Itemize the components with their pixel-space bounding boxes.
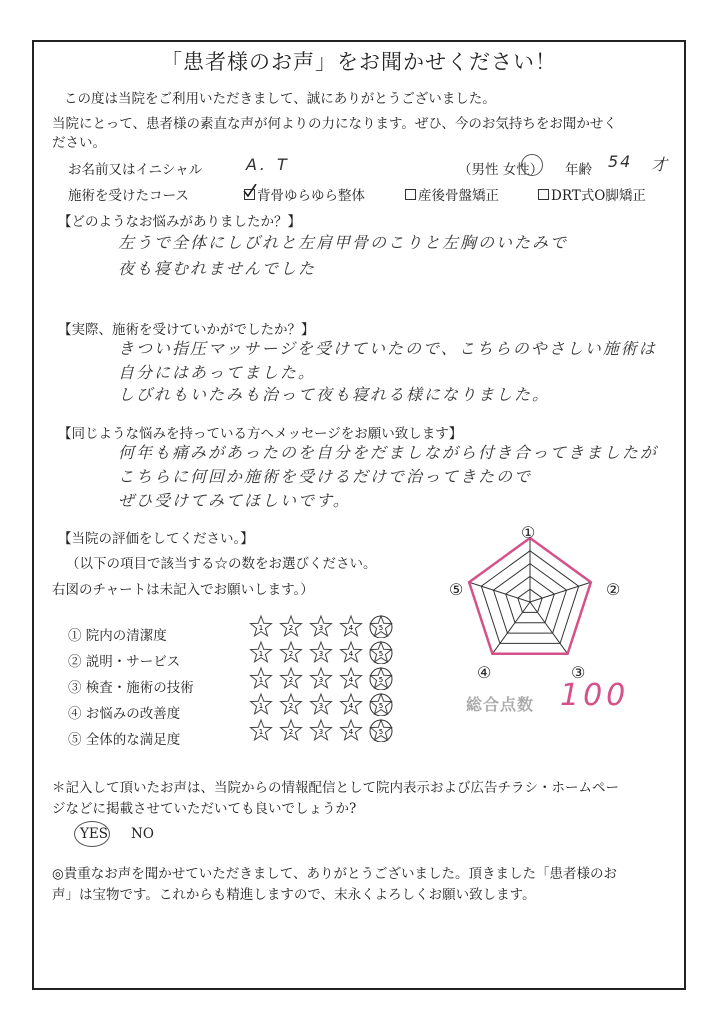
answer-3-line-3[interactable]: ぜひ受けてみてほしいです。 (118, 491, 351, 510)
svg-text:3: 3 (318, 650, 324, 658)
svg-text:3: 3 (318, 728, 324, 736)
course-option-label: 背骨ゆらゆら整体 (257, 188, 365, 204)
star-5-1[interactable] (248, 718, 274, 742)
star-1-3[interactable] (308, 614, 334, 638)
gender-selected-mark (521, 154, 543, 176)
name-value[interactable]: A．T (246, 155, 289, 174)
eval-item-2: ② 説明・サービス (68, 654, 181, 670)
course-checkbox[interactable] (405, 189, 416, 200)
consent-selected-mark (74, 821, 110, 847)
evaluation-note-2: 右図のチャートは未記入でお願いします。） (52, 582, 314, 598)
score-label: 総合点数 (466, 695, 535, 714)
star-4-4[interactable] (338, 692, 364, 716)
intro-line-2a: 当院にとって、患者様の素直な声が何よりの力になります。ぜひ、今のお気持ちをお聞かせく (52, 116, 617, 132)
answer-1-line-1[interactable]: 左うで全体にしびれと左肩甲骨のこりと左胸のいたみで (118, 233, 569, 252)
answer-2-line-2[interactable]: 自分にはあってました。 (118, 363, 316, 382)
closing-line-1: ◎貴重なお声を聞かせていただきまして、ありがとうございました。頂きました「患者様のお (52, 866, 618, 882)
svg-text:5: 5 (378, 676, 384, 684)
star-1-4[interactable] (338, 614, 364, 638)
star-3-5[interactable] (368, 666, 394, 690)
age-value[interactable]: 54 (608, 152, 633, 171)
svg-text:2: 2 (288, 702, 294, 710)
form-title: 「患者様のお声」をお聞かせください！ (161, 50, 557, 74)
star-1-2[interactable] (278, 614, 304, 638)
svg-text:3: 3 (318, 702, 324, 710)
course-option-sango[interactable] (405, 184, 499, 204)
star-5-3[interactable] (308, 718, 334, 742)
form-frame (32, 40, 686, 990)
evaluation-title: 【当院の評価をしてください。】 (58, 531, 254, 547)
svg-text:1: 1 (258, 676, 264, 684)
course-checkbox-checked[interactable] (244, 189, 255, 200)
star-3-2[interactable] (278, 666, 304, 690)
eval-item-5: ⑤ 全体的な満足度 (68, 732, 181, 748)
course-option-label: 産後骨盤矯正 (418, 188, 499, 204)
svg-text:1: 1 (258, 728, 264, 736)
star-5-4[interactable] (338, 718, 364, 742)
question-2: 【実際、施術を受けていかがでしたか？】 (58, 322, 315, 338)
intro-line-1: この度は当院をご利用いただきまして、誠にありがとうございました。 (64, 91, 496, 107)
age-unit: 才 (651, 155, 670, 174)
svg-text:4: 4 (348, 728, 354, 736)
radar-label-4: ④ (477, 663, 492, 682)
star-3-1[interactable] (248, 666, 274, 690)
star-1-1[interactable] (248, 614, 274, 638)
radar-label-5: ⑤ (449, 580, 464, 599)
consent-no-option[interactable]: NO (131, 826, 154, 842)
svg-text:2: 2 (288, 676, 294, 684)
star-2-1[interactable] (248, 640, 274, 664)
name-label: お名前又はイニシャル (68, 162, 203, 178)
svg-text:2: 2 (288, 624, 294, 632)
intro-line-2b: ださい。 (52, 135, 106, 151)
course-checkbox[interactable] (538, 189, 549, 200)
star-1-5[interactable] (368, 614, 394, 638)
course-option-sebone[interactable] (244, 184, 365, 204)
svg-text:4: 4 (348, 676, 354, 684)
svg-text:5: 5 (378, 624, 384, 632)
star-2-5[interactable] (368, 640, 394, 664)
svg-text:1: 1 (258, 650, 264, 658)
svg-text:1: 1 (258, 702, 264, 710)
consent-line-2: ジなどに掲載させていただいても良いでしょうか? (52, 801, 357, 817)
answer-3-line-2[interactable]: こちらに何回か施術を受けるだけで治ってきたので (118, 467, 533, 486)
course-label: 施術を受けたコース (68, 188, 189, 204)
svg-text:4: 4 (348, 650, 354, 658)
question-1: 【どのようなお悩みがありましたか？】 (58, 214, 301, 230)
gender-options[interactable]: （男性 女性） (458, 162, 544, 178)
star-4-5[interactable] (368, 692, 394, 716)
consent-yes-option[interactable]: YES (80, 826, 109, 842)
svg-text:1: 1 (258, 624, 264, 632)
star-2-3[interactable] (308, 640, 334, 664)
star-3-4[interactable] (338, 666, 364, 690)
star-2-2[interactable] (278, 640, 304, 664)
star-2-4[interactable] (338, 640, 364, 664)
svg-text:4: 4 (348, 702, 354, 710)
closing-line-2: 声」は宝物です。これからも精進しますので、末永くよろしくお願い致します。 (52, 887, 536, 903)
svg-text:2: 2 (288, 650, 294, 658)
eval-item-4: ④ お悩みの改善度 (68, 706, 181, 722)
age-label: 年齢 (565, 162, 592, 178)
evaluation-note-1: （以下の項目で該当する☆の数をお選びください。 (66, 556, 377, 572)
answer-1-line-2[interactable]: 夜も寝むれませんでした (118, 259, 317, 278)
answer-2-line-1[interactable]: きつい指圧マッサージを受けていたので、こちらのやさしい施術は (118, 339, 657, 358)
answer-3-line-1[interactable]: 何年も痛みがあったのを自分をだましながら付き合ってきましたが (118, 443, 658, 462)
consent-line-1: ＊記入して頂いたお声は、当院からの情報配信として院内表示および広告チラシ・ホームペー (52, 780, 619, 796)
svg-text:2: 2 (288, 728, 294, 736)
star-3-3[interactable] (308, 666, 334, 690)
svg-text:4: 4 (348, 624, 354, 632)
radar-label-2: ② (606, 580, 621, 599)
svg-text:3: 3 (318, 676, 324, 684)
star-5-5[interactable] (368, 718, 394, 742)
star-5-2[interactable] (278, 718, 304, 742)
star-4-2[interactable] (278, 692, 304, 716)
svg-text:5: 5 (378, 650, 384, 658)
radar-label-3: ③ (571, 663, 586, 682)
score-value[interactable]: 100 (560, 678, 630, 713)
course-option-label: DRT式O脚矯正 (551, 188, 646, 204)
radar-label-1: ① (521, 523, 536, 542)
star-4-3[interactable] (308, 692, 334, 716)
question-3: 【同じような悩みを持っている方へメッセージをお願い致します】 (58, 426, 463, 442)
course-option-drt[interactable] (538, 184, 646, 204)
answer-2-line-3[interactable]: しびれもいたみも治って夜も寝れる様になりました。 (118, 385, 551, 404)
eval-item-3: ③ 検査・施術の技術 (68, 680, 194, 696)
svg-text:3: 3 (318, 624, 324, 632)
svg-text:5: 5 (378, 728, 384, 736)
star-4-1[interactable] (248, 692, 274, 716)
svg-text:5: 5 (378, 702, 384, 710)
eval-item-1: ① 院内の清潔度 (68, 628, 167, 644)
